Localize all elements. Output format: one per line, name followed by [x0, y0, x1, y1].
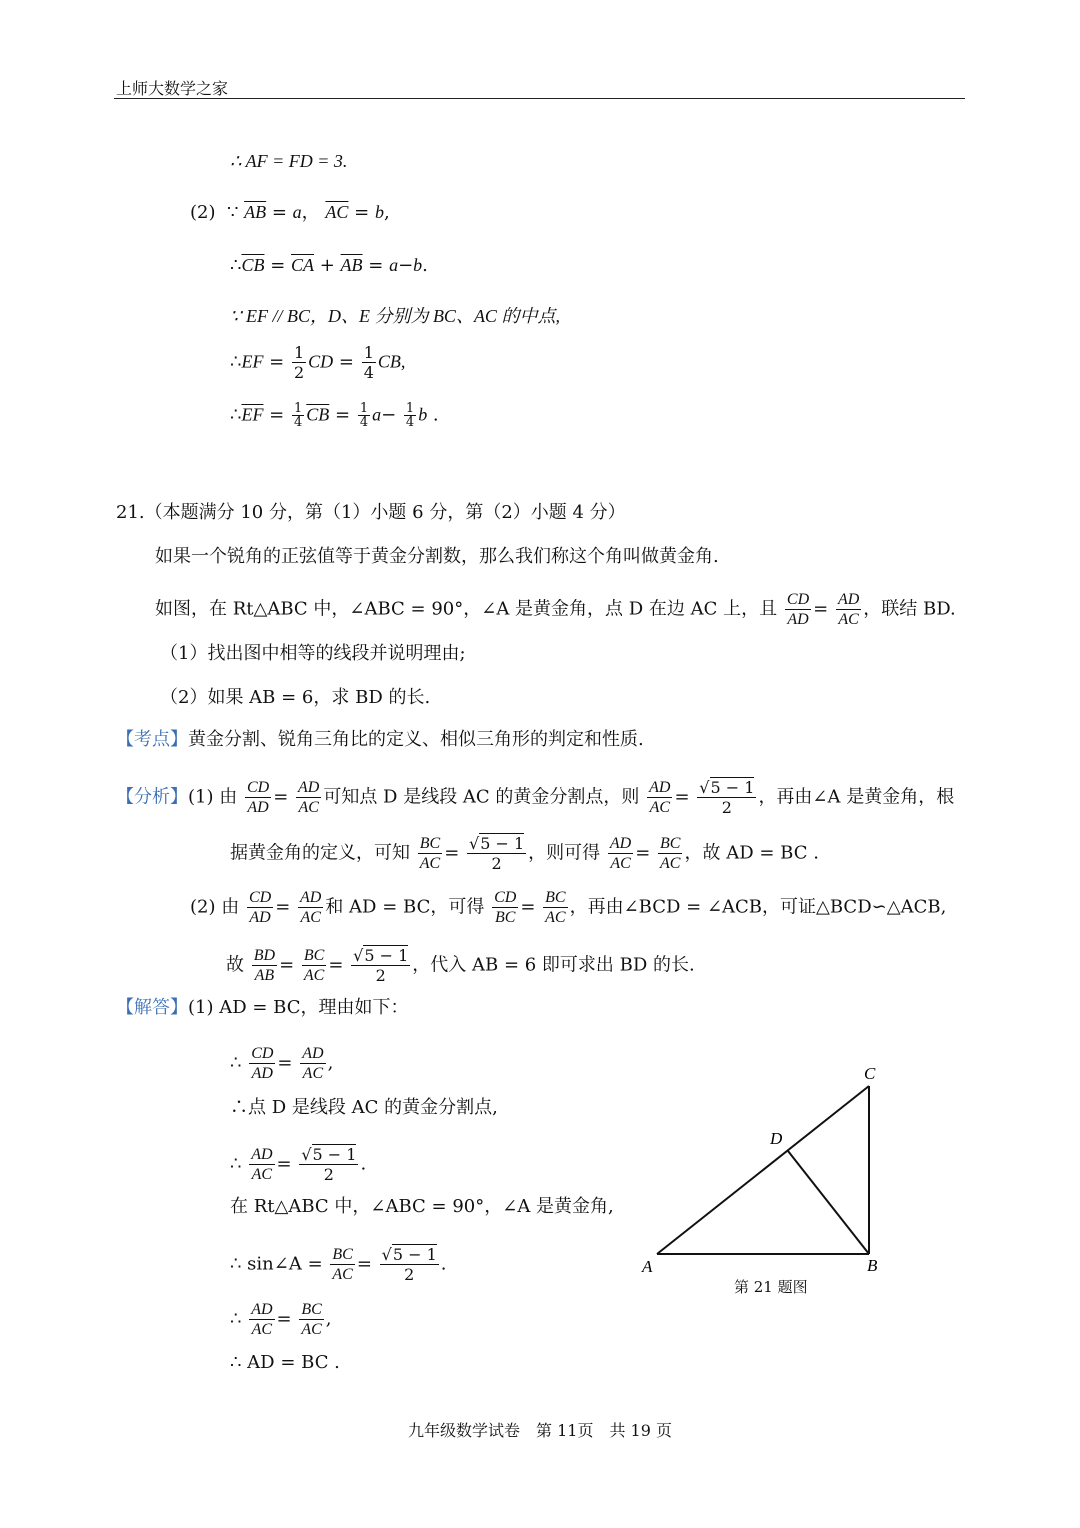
- kaodian-line: 【考点】黄金分割、锐角三角比的定义、相似三角形的判定和性质.: [116, 729, 644, 750]
- fenxi-line-4: 故 $\frac{BD}{AB}$ = $\frac{BC}{AC}$ = $\frac{√5 - 1}{2}$ ，代入 AB = 6 即可求出 BD 的长.: [226, 946, 695, 985]
- line-af-fd: ∴ AF = FD = 3.: [230, 151, 348, 171]
- segment-ac: [657, 1086, 869, 1254]
- label-a: A: [642, 1257, 653, 1276]
- jieda-line-1: 【解答】(1) AD = BC，理由如下：: [116, 997, 409, 1018]
- part2-vectors: (2) ∵ $\overline{AB} = a$， $\overline{AC} = b$,: [190, 202, 390, 223]
- jieda-ad-ac: ∴ $\frac{AD}{AC}$ = $\frac{√5 - 1}{2}$ .: [230, 1145, 367, 1184]
- vector-cb-eq: $\therefore\overline{CB} = \overline{CA} + \overline{AB} = a-b$.: [230, 255, 428, 276]
- question-21-part2: （2）如果 AB = 6，求 BD 的长.: [160, 687, 431, 708]
- vector-ef-eq: $\therefore\overline{EF}$ = $\frac{1}{4}$ $\overline{CB}$ = $\frac{1}{4}$ a− $\frac{1}{4}$ b .: [230, 401, 439, 430]
- jieda-golden-point: ∴点 D 是线段 AC 的黄金分割点,: [230, 1097, 498, 1118]
- fenxi-tag: 【分析】: [116, 786, 188, 808]
- fenxi-line-1: 【分析】(1) 由 $\frac{CD}{AD}$ = $\frac{AD}{AC}$ 可知点 D 是线段 AC 的黄金分割点，则 $\frac{AD}{AC}$ = $\frac{√5 - 1}{2}$ ，再由∠A 是黄金角，根: [116, 778, 955, 817]
- jieda-conclusion: ∴ AD = BC .: [230, 1352, 340, 1373]
- question-21-heading: 21.（本题满分 10 分，第（1）小题 6 分，第（2）小题 4 分）: [116, 502, 626, 523]
- label-c: C: [864, 1064, 876, 1083]
- jieda-ratio: ∴ $\frac{CD}{AD}$ = $\frac{AD}{AC}$ ,: [230, 1045, 334, 1082]
- fenxi-line-2: 据黄金角的定义，可知 $\frac{BC}{AC}$ = $\frac{√5 - 1}{2}$ ，则可得 $\frac{AD}{AC}$ = $\frac{BC}{AC}$ ，故 AD = BC .: [230, 834, 819, 873]
- header-divider: [114, 98, 965, 99]
- jieda-ad-bc-ratio: ∴ $\frac{AD}{AC}$ = $\frac{BC}{AC}$ ,: [230, 1301, 332, 1338]
- midpoint-line: ∵ EF // BC，D、E 分别为 BC、AC 的中点,: [230, 306, 560, 326]
- kaodian-tag: 【考点】: [116, 729, 188, 750]
- golden-angle-definition: 如果一个锐角的正弦值等于黄金分割数，那么我们称这个角叫做黄金角.: [155, 546, 719, 567]
- label-b: B: [867, 1256, 878, 1275]
- jieda-tag: 【解答】: [116, 997, 188, 1018]
- segment-bd: [788, 1151, 869, 1254]
- figure-caption: 第 21 题图: [734, 1278, 808, 1296]
- jieda-rt-triangle: 在 Rt△ABC 中，∠ABC = 90°，∠A 是黄金角,: [230, 1196, 614, 1217]
- page-header-title: 上师大数学之家: [116, 79, 229, 98]
- ef-half-cd: ∴EF = $\frac{1}{2}$ CD = $\frac{1}{4}$ CB,: [230, 343, 406, 382]
- page-footer: 九年级数学试卷 第 11页 共 19 页: [408, 1421, 672, 1440]
- question-21-part1: （1）找出图中相等的线段并说明理由;: [160, 643, 466, 664]
- triangle-figure: [630, 1056, 890, 1276]
- question-21-setup: 如图，在 Rt△ABC 中，∠ABC = 90°，∠A 是黄金角，点 D 在边 AC 上，且 $\frac{CD}{AD}$ = $\frac{AD}{AC}$ ，联结 BD.: [155, 591, 956, 628]
- jieda-sin: ∴ sin∠A = $\frac{BC}{AC}$ = $\frac{√5 - 1}{2}$ .: [230, 1245, 447, 1284]
- label-d: D: [770, 1129, 783, 1148]
- fenxi-line-3: (2) 由 $\frac{CD}{AD}$ = $\frac{AD}{AC}$ 和 AD = BC，可得 $\frac{CD}{BC}$ = $\frac{BC}{AC}$ ，再由∠BCD = ∠ACB，可证△BCD∽△ACB,: [190, 889, 947, 926]
